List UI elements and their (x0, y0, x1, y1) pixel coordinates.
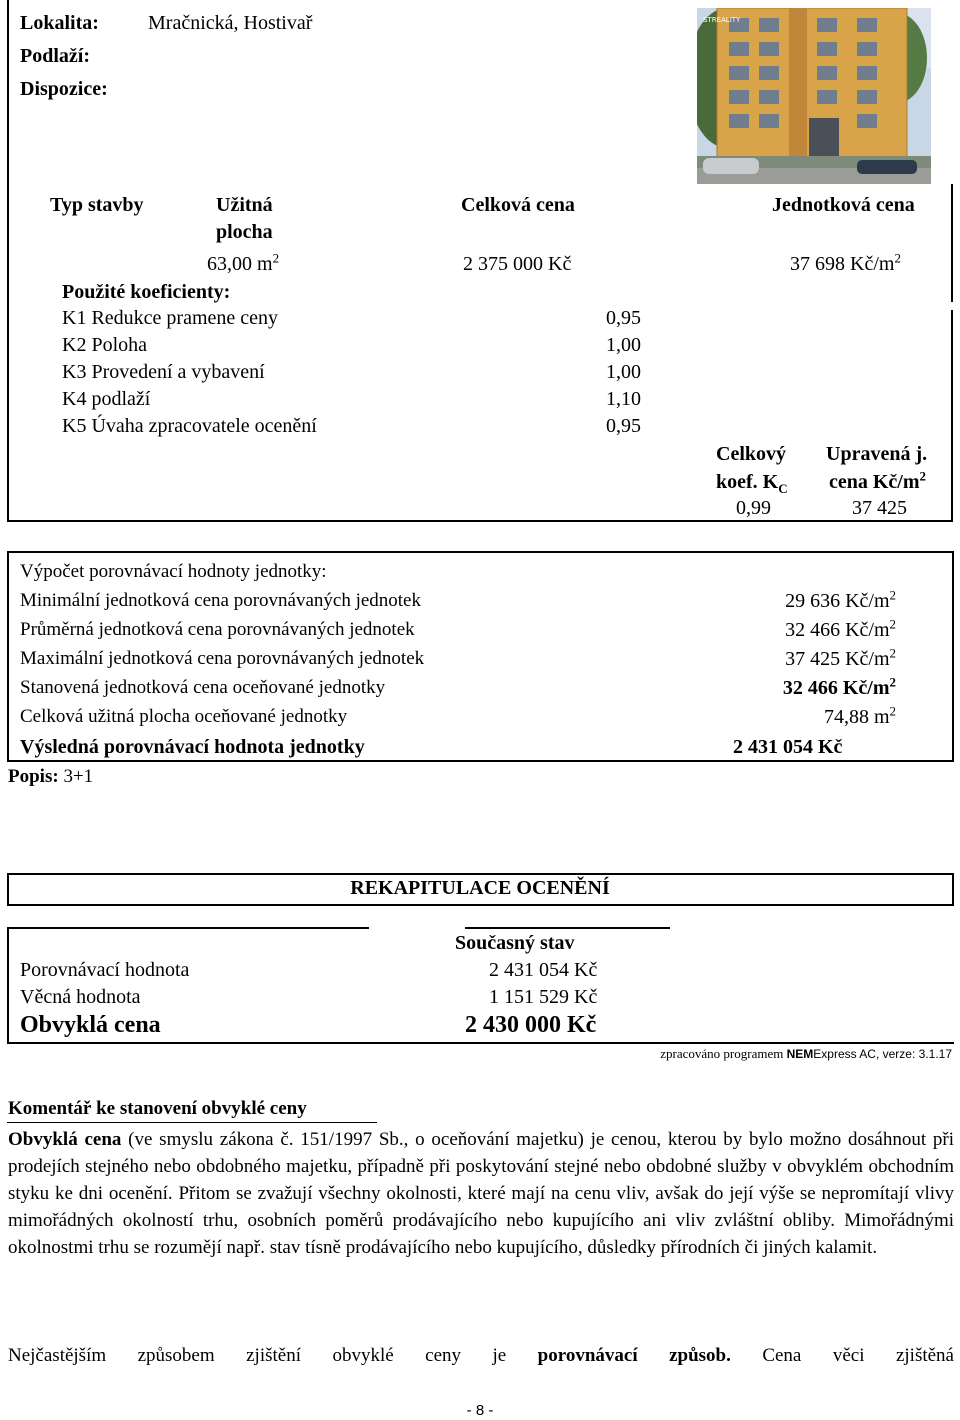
calc-top-border (7, 551, 954, 553)
upravena-cena-label-2: cena $Kč/m^2$ (829, 468, 927, 493)
calc-bottom-border (7, 760, 954, 762)
comment-title: Komentář ke stanovení obvyklé ceny (8, 1098, 307, 1119)
calc-row-label: Celková užitná plocha oceňované jednotky (20, 706, 348, 727)
vecna-value: 1 151 529 Kč (489, 986, 598, 1008)
plocha-value: 63,00 $m^2$ (207, 250, 280, 275)
col-uzitna-plocha-1: Užitná (216, 194, 273, 216)
coef-value: 1,10 (606, 388, 641, 410)
recap-title-bottom (7, 904, 954, 906)
lokalita-value: Mračnická, Hostivař (148, 12, 313, 34)
celkovy-koef-value: 0,99 (736, 497, 771, 519)
celkova-value: 2 375 000 Kč (463, 253, 572, 275)
right-border-top (951, 184, 953, 302)
celkovy-koef-label-1: Celkový (716, 443, 786, 465)
coef-label: K1 Redukce pramene ceny (62, 307, 279, 329)
result-label: Výsledná porovnávací hodnota jednotky (20, 736, 365, 758)
calc-row-label: Průměrná jednotková cena porovnávaných jednotek (20, 619, 415, 640)
page-number: - 8 - (466, 1402, 494, 1419)
porovnavaci-value: 2 431 054 Kč (489, 959, 598, 981)
popis: Popis: 3+1 (8, 766, 94, 787)
podlazi-label: Podlaží: (20, 45, 90, 67)
calc-left-border (7, 551, 9, 762)
dispozice-label: Dispozice: (20, 78, 108, 100)
upravena-cena-label-1: Upravená j. (826, 443, 928, 465)
calc-row-value: 32 466 $Kč/m^2$ (782, 674, 896, 699)
vecna-label: Věcná hodnota (20, 986, 141, 1008)
coef-value: 1,00 (606, 361, 641, 383)
comment-paragraph-1: Obvyklá cena (ve smyslu zákona č. 151/1997 Sb., o oceňování majetku) je cenou, kterou by bylo možno dosáhnout při prodejích stejného nebo obdobného majetku, případně při poskytování stejné nebo obdobné služby v obvyklém obchodním styku ke dni ocenění. Přitom se zvažují všechny okolnosti, které mají na cenu vliv, avšak do její výše se nepromítají vlivy mimořádných okolností trhu, osobních poměrů prodávajícího nebo kupujícího ani vliv zvláštní obliby. Mimořádnými okolnostmi trhu se rozumějí např. stav tísně prodávajícího nebo kupujícího, důsledky přírodních či jiných kalamit. (8, 1129, 954, 1258)
col-celkova-cena: Celková cena (461, 194, 575, 216)
obvykla-value: 2 430 000 Kč (465, 1012, 597, 1038)
calc-row-label: Minimální jednotková cena porovnávaných jednotek (20, 590, 421, 611)
jednotkova-value: 37 698 $Kč/m^2$ (790, 250, 901, 275)
building-photo (697, 8, 931, 184)
calc-row-label: Stanovená jednotková cena oceňované jednotky (20, 677, 386, 698)
calc-row-value: 29 636 $Kč/m^2$ (785, 587, 896, 612)
coef-label: K5 Úvaha zpracovatele ocenění (62, 415, 317, 437)
left-border (7, 0, 9, 522)
comment-paragraph-2: Nejčastějším způsobem zjištění obvyklé ceny je porovnávací způsob. Cena věci zjištěná (8, 1345, 954, 1366)
celkovy-koef-label-2: koef. $K_C$ (716, 471, 788, 496)
box-bottom-border (7, 520, 953, 522)
recap-box-top-left (7, 927, 369, 929)
photo-watermark: STREALITY (703, 16, 741, 24)
software-note: zpracováno programem NEMExpress AC, verze: 3.1.17 (660, 1046, 952, 1061)
calc-right-border (952, 551, 954, 762)
recap-title-top (7, 873, 954, 875)
lokalita-label: Lokalita: (20, 12, 99, 34)
coef-title: Použité koeficienty: (62, 281, 231, 303)
right-border-bottom (951, 310, 953, 522)
coef-label: K2 Poloha (62, 334, 147, 356)
calc-row-value: 32 466 $Kč/m^2$ (785, 616, 896, 641)
recap-title: REKAPITULACE OCENĚNÍ (350, 877, 610, 899)
calc-row-label: Maximální jednotková cena porovnávaných jednotek (20, 648, 425, 669)
obvykla-label: Obvyklá cena (20, 1012, 161, 1038)
col-uzitna-plocha-2: plocha (216, 221, 273, 243)
calc-row-value: 37 425 $Kč/m^2$ (785, 645, 896, 670)
recap-box-bottom (7, 1042, 954, 1044)
col-typ-stavby: Typ stavby (50, 194, 144, 216)
recap-box-left (7, 927, 9, 1044)
recap-col-header: Současný stav (455, 932, 575, 954)
calc-title: Výpočet porovnávací hodnoty jednotky: (20, 561, 327, 582)
coef-value: 0,95 (606, 307, 641, 329)
porovnavaci-label: Porovnávací hodnota (20, 959, 190, 981)
result-value: 2 431 054 Kč (733, 736, 843, 758)
comment-title-underline (7, 1122, 377, 1123)
coef-value: 0,95 (606, 415, 641, 437)
coef-value: 1,00 (606, 334, 641, 356)
recap-box-top-right (465, 927, 670, 929)
calc-row-value: 74,88 $m^2$ (823, 703, 896, 728)
upravena-cena-value: 37 425 (852, 497, 907, 519)
col-jednotkova-cena: Jednotková cena (772, 194, 915, 216)
coef-label: K3 Provedení a vybavení (62, 361, 265, 383)
coef-label: K4 podlaží (62, 388, 151, 410)
